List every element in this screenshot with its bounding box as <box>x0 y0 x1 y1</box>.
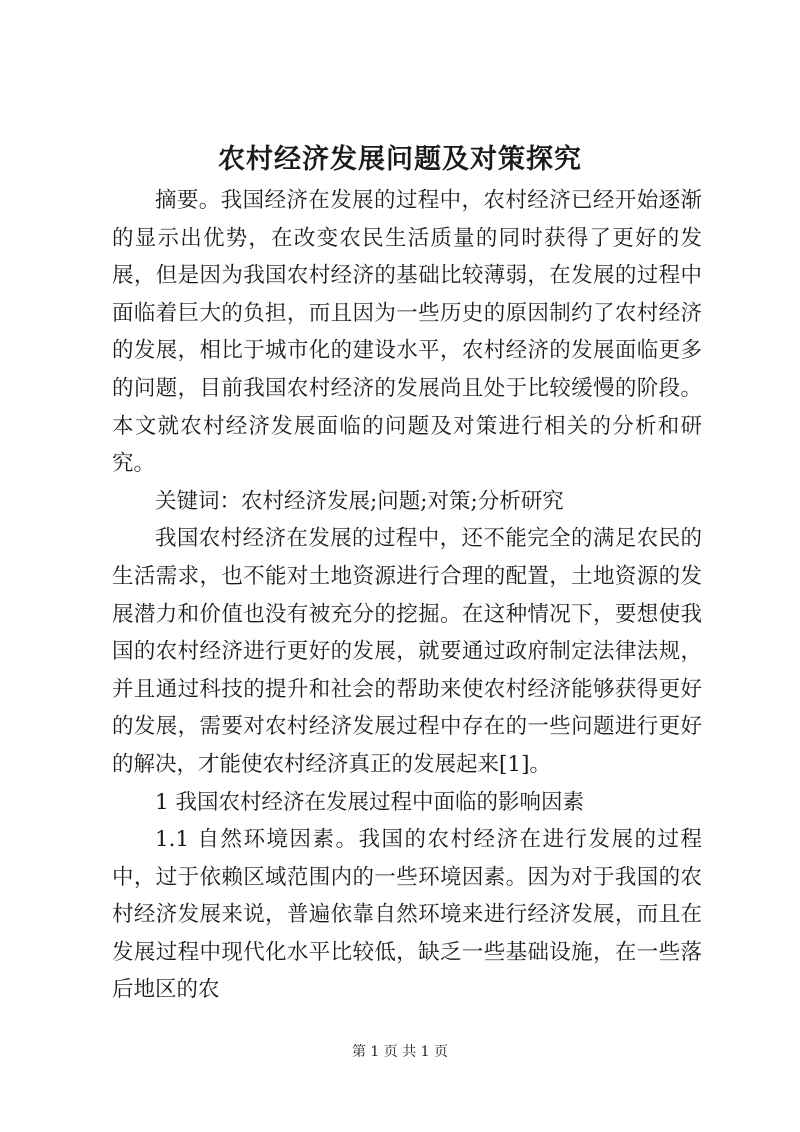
keywords-paragraph: 关键词：农村经济发展;问题;对策;分析研究 <box>155 488 564 514</box>
document-body <box>112 182 702 1009</box>
page-number-footer: 第 1 页 共 1 页 <box>351 1044 449 1060</box>
abstract-paragraph: 摘要。我国经济在发展的过程中，农村经济已经开始逐渐的显示出优势，在改变农民生活质量的同时获得了更好的发展，但是因为我国农村经济的基础比较薄弱，在发展的过程中面临着巨大的负担，而且因为一些历史的原因制约了农村经济的发展，相比于城市化的建设水平，农村经济的发展面临更多的问题，目前我国农村经济的发展尚且处于比较缓慢的阶段。本文就农村经济发展面临的问题及对策进行相关的分析和研究。 <box>112 188 702 477</box>
document-title: 农村经济发展问题及对策探究 <box>218 144 582 175</box>
introduction-paragraph: 我国农村经济在发展的过程中，还不能完全的满足农民的生活需求，也不能对土地资源进行合理的配置，土地资源的发展潜力和价值也没有被充分的挖掘。在这种情况下，要想使我国的农村经济进行更好的发展，就要通过政府制定法律法规，并且通过科技的提升和社会的帮助来使农村经济能够获得更好的发展，需要对农村经济发展过程中存在的一些问题进行更好的解决，才能使农村经济真正的发展起来[1]。 <box>112 526 702 777</box>
subsection-paragraph: 1.1 自然环境因素。我国的农村经济在进行发展的过程中，过于依赖区域范围内的一些环境因素。因为对于我国的农村经济发展来说，普遍依靠自然环境来进行经济发展，而且在发展过程中现代化水平比较低，缺乏一些基础设施，在一些落后地区的农 <box>112 827 702 1003</box>
section-heading: 1 我国农村经济在发展过程中面临的影响因素 <box>155 789 585 815</box>
